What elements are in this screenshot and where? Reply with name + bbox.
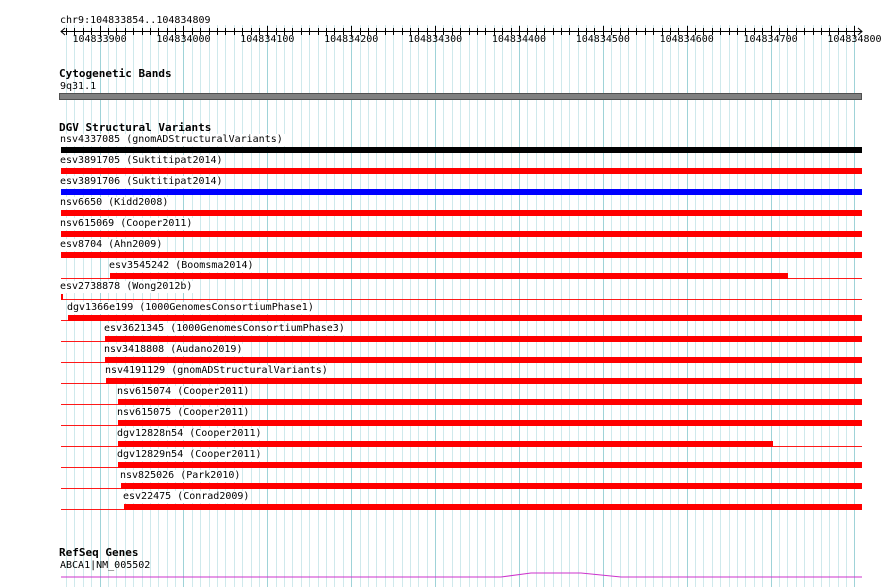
dgv-feature-bar[interactable] — [110, 273, 788, 279]
dgv-feature-label[interactable]: esv3891706 (Suktitipat2014) — [60, 176, 223, 187]
dgv-feature-label[interactable]: dgv12829n54 (Cooper2011) — [117, 449, 262, 460]
dgv-feature-bar[interactable] — [105, 357, 862, 363]
dgv-feature-bar[interactable] — [106, 378, 862, 384]
ruler-tick-label: 104834000 — [156, 34, 211, 45]
cytoband-track-title[interactable]: Cytogenetic Bands — [59, 67, 172, 80]
dgv-feature-bar[interactable] — [61, 189, 862, 195]
ruler-tick-label: 104834100 — [240, 34, 295, 45]
dgv-feature-bar[interactable] — [61, 294, 63, 300]
dgv-feature-bar[interactable] — [118, 441, 773, 447]
dgv-feature-label[interactable]: esv3891705 (Suktitipat2014) — [60, 155, 223, 166]
dgv-feature-label[interactable]: nsv3418808 (Audano2019) — [104, 344, 243, 355]
ruler-tick-label: 104834600 — [659, 34, 714, 45]
ruler-tick-label: 104834800 — [827, 34, 882, 45]
dgv-feature-bar[interactable] — [124, 504, 862, 510]
dgv-feature-label[interactable]: nsv4337085 (gnomADStructuralVariants) — [60, 134, 283, 145]
ruler-tick-label: 104834400 — [491, 34, 547, 45]
cytoband-label: 9q31.1 — [60, 81, 97, 92]
dgv-feature-label[interactable]: nsv825026 (Park2010) — [120, 470, 241, 481]
dgv-feature-bar[interactable] — [61, 210, 862, 216]
dgv-feature-bar[interactable] — [61, 168, 862, 174]
dgv-feature-bar[interactable] — [118, 399, 862, 405]
dgv-feature-label[interactable]: esv2738878 (Wong2012b) — [60, 281, 193, 292]
refseq-track-title[interactable]: RefSeq Genes — [59, 546, 139, 559]
dgv-feature-label[interactable]: nsv615075 (Cooper2011) — [117, 407, 250, 418]
dgv-feature-label[interactable]: dgv1366e199 (1000GenomesConsortiumPhase1) — [67, 302, 314, 313]
ruler-tick-label: 104834500 — [575, 34, 630, 45]
dgv-feature-label[interactable]: nsv4191129 (gnomADStructuralVariants) — [105, 365, 328, 376]
refseq-gene-line[interactable] — [61, 573, 862, 577]
dgv-feature-bar[interactable] — [105, 336, 862, 342]
refseq-gene-glyph[interactable] — [0, 565, 890, 585]
dgv-track-title[interactable]: DGV Structural Variants — [59, 121, 212, 134]
dgv-row-line — [61, 299, 862, 300]
dgv-feature-bar[interactable] — [61, 147, 862, 153]
refseq-gene-label[interactable]: ABCA1|NM_005502 — [60, 560, 151, 571]
ruler-tick-label: 104834200 — [324, 34, 379, 45]
dgv-feature-label[interactable]: esv3545242 (Boomsma2014) — [109, 260, 254, 271]
dgv-feature-bar[interactable] — [61, 252, 862, 258]
ruler-tick-label: 104833900 — [72, 34, 127, 45]
ruler[interactable] — [0, 0, 890, 60]
ruler-tick-label: 104834700 — [743, 34, 798, 45]
locus-label: chr9:104833854..104834809 — [60, 15, 211, 26]
dgv-feature-bar[interactable] — [121, 483, 862, 489]
dgv-feature-label[interactable]: nsv615069 (Cooper2011) — [60, 218, 193, 229]
dgv-feature-label[interactable]: nsv615074 (Cooper2011) — [117, 386, 250, 397]
dgv-feature-label[interactable]: esv22475 (Conrad2009) — [123, 491, 250, 502]
dgv-feature-bar[interactable] — [68, 315, 862, 321]
dgv-feature-label[interactable]: nsv6650 (Kidd2008) — [60, 197, 169, 208]
dgv-feature-bar[interactable] — [61, 231, 862, 237]
dgv-feature-bar[interactable] — [118, 420, 862, 426]
ruler-tick-label: 104834300 — [407, 34, 463, 45]
dgv-feature-bar[interactable] — [118, 462, 862, 468]
cytoband-bar[interactable] — [59, 93, 862, 100]
dgv-feature-label[interactable]: esv8704 (Ahn2009) — [60, 239, 163, 250]
dgv-feature-label[interactable]: esv3621345 (1000GenomesConsortiumPhase3) — [104, 323, 345, 334]
dgv-feature-label[interactable]: dgv12828n54 (Cooper2011) — [117, 428, 262, 439]
